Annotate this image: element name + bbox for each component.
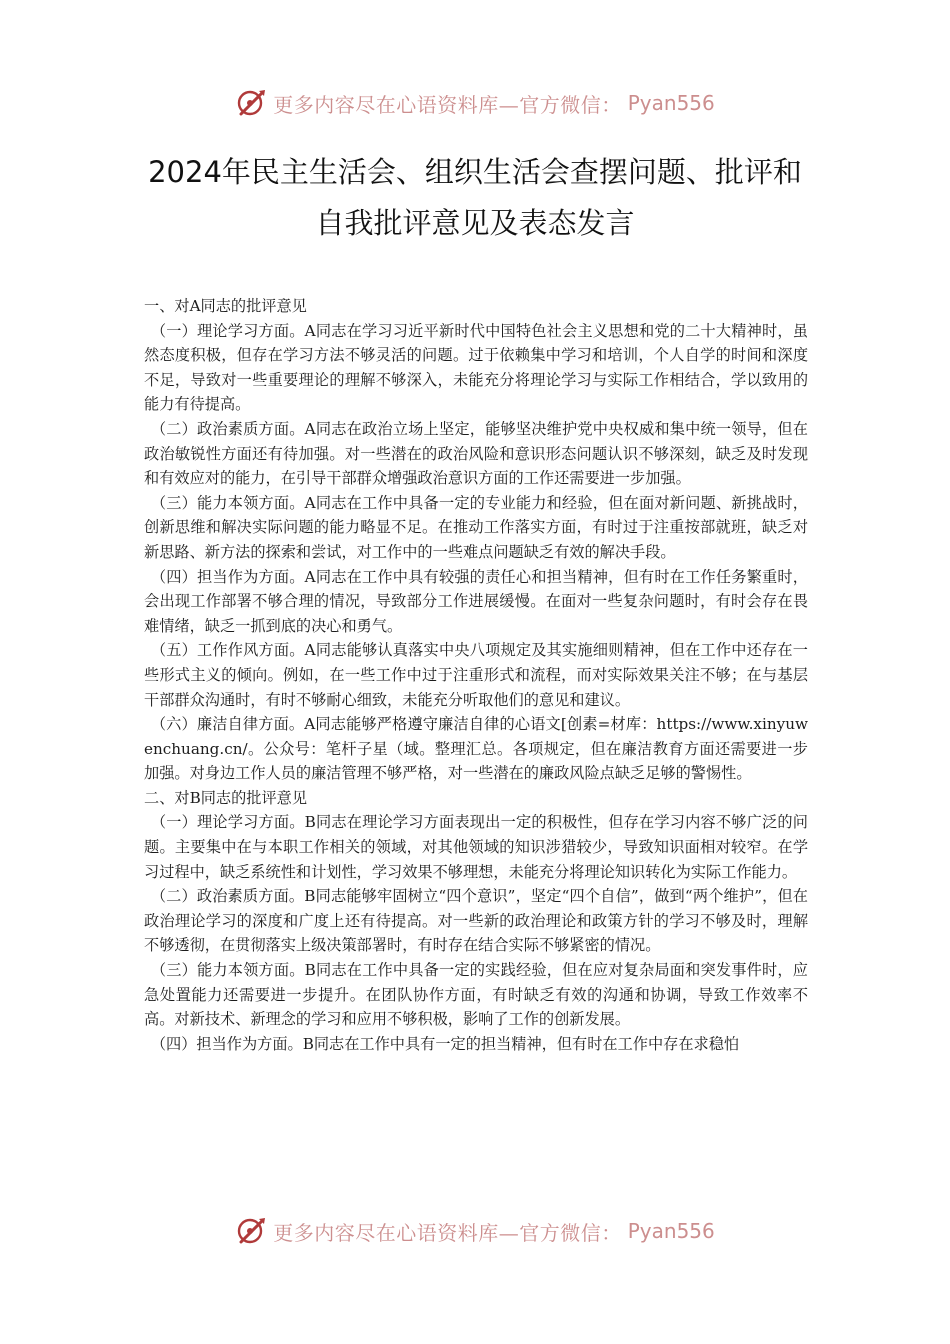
section-1-paragraph-2: （二）政治素质方面。A同志在政治立场上坚定，能够坚决维护党中央权威和集中统一领导，但在政治敏锐性方面还有待加强。对一些潜在的政治风险和意识形态问题认识不够深刻，缺乏及时发现和有效应对的能力，在引导干部群众增强政治意识方面的工作还需要进一步加强。: [144, 419, 808, 488]
section-2-paragraph-1: （一）理论学习方面。B同志在理论学习方面表现出一定的积极性，但存在学习内容不够广泛的问题。主要集中在与本职工作相关的领域，对其他领域的知识涉猎较少，导致知识面相对较窄。在学习过程中，缺乏系统性和计划性，学习效果不够理想，未能充分将理论知识转化为实际工作能力。: [144, 813, 808, 881]
watermark-site-text: 更多内容尽在心语资料库—官方微信：: [273, 92, 622, 117]
section-1-heading: 一、对A同志的批评意见: [144, 297, 307, 315]
watermark-banner-bottom: [0, 1211, 950, 1251]
document-body: [144, 294, 808, 1056]
section-1-paragraph-6: （六）廉洁自律方面。A同志能够严格遵守廉洁自律的心语文[创素=材库：https://www.xinyuwenchuang.cn/。公众号：笔杆子星（域。整理汇总。各项规定，但在廉洁教育方面还需要进一步加强。对身边工作人员的廉洁管理不够严格，对一些潜在的廉政风险点缺乏足够的警惕性。: [144, 715, 808, 783]
title-line-2: 自我批评意见及表态发言: [315, 206, 635, 240]
watermark-wechat-id: Pyan556: [627, 1219, 715, 1243]
watermark-site-text: 更多内容尽在心语资料库—官方微信：: [273, 1220, 622, 1245]
section-2-paragraph-2: （二）政治素质方面。B同志能够牢固树立“四个意识”，坚定“四个自信”，做到“两个维护”，但在政治理论学习的深度和广度上还有待提高。对一些新的政治理论和政策方针的学习不够及时，理解不够透彻，在贯彻落实上级决策部署时，有时存在结合实际不够紧密的情况。: [144, 887, 808, 955]
section-1-paragraph-5: （五）工作作风方面。A同志能够认真落实中央八项规定及其实施细则精神，但在工作中还存在一些形式主义的倾向。例如，在一些工作中过于注重形式和流程，而对实际效果关注不够；在与基层干部群众沟通时，有时不够耐心细致，未能充分听取他们的意见和建议。: [144, 641, 808, 709]
pen-logo-icon: [235, 86, 269, 120]
section-1-paragraph-3: （三）能力本领方面。A同志在工作中具备一定的专业能力和经验，但在面对新问题、新挑战时，创新思维和解决实际问题的能力略显不足。在推动工作落实方面，有时过于注重按部就班，缺乏对新思路、新方法的探索和尝试，对工作中的一些难点问题缺乏有效的解决手段。: [144, 493, 808, 561]
watermark-wechat-id: Pyan556: [627, 91, 715, 115]
section-2-heading: 二、对B同志的批评意见: [144, 788, 308, 807]
section-1-paragraph-4: （四）担当作为方面。A同志在工作中具有较强的责任心和担当精神，但有时在工作任务繁重时，会出现工作部署不够合理的情况，导致部分工作进展缓慢。在面对一些复杂问题时，有时会存在畏难情绪，缺乏一抓到底的决心和勇气。: [144, 567, 808, 635]
title-line-1: 2024年民主生活会、组织生活会查摆问题、批评和: [148, 155, 802, 189]
document-title: [100, 147, 850, 249]
section-1-paragraph-1: （一）理论学习方面。A同志在学习习近平新时代中国特色社会主义思想和党的二十大精神时，虽然态度积极，但存在学习方法不够灵活的问题。过于依赖集中学习和培训，个人自学的时间和深度不足，导致对一些重要理论的理解不够深入，未能充分将理论学习与实际工作相结合，学以致用的能力有待提高。: [144, 321, 808, 414]
section-2-paragraph-3: （三）能力本领方面。B同志在工作中具备一定的实践经验，但在应对复杂局面和突发事件时，应急处置能力还需要进一步提升。在团队协作方面，有时缺乏有效的沟通和协调，导致工作效率不高。对新技术、新理念的学习和应用不够积极，影响了工作的创新发展。: [144, 961, 808, 1029]
pen-logo-icon: [235, 1214, 269, 1248]
watermark-banner-top: [0, 83, 950, 123]
section-2-paragraph-4: （四）担当作为方面。B同志在工作中具有一定的担当精神，但有时在工作中存在求稳怕: [150, 1034, 740, 1053]
